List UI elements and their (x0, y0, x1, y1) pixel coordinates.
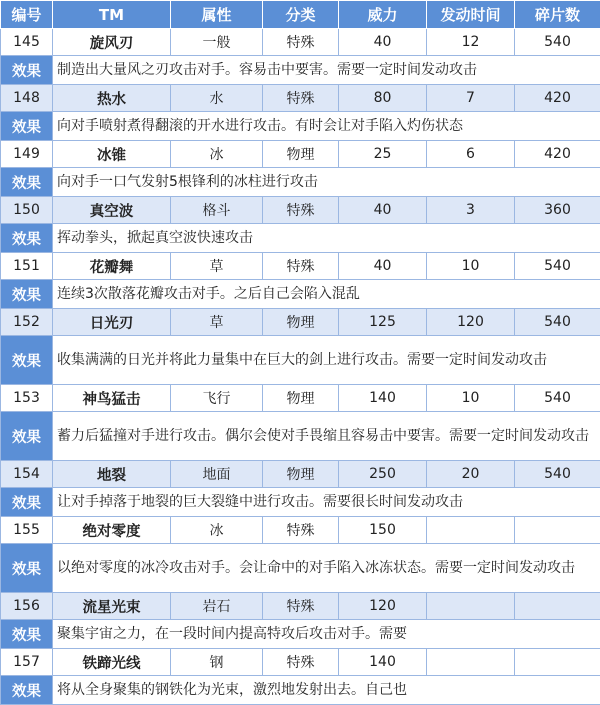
header-tm: TM (53, 1, 171, 29)
move-id: 154 (1, 461, 53, 488)
move-power: 80 (339, 85, 427, 112)
move-cast-time: 20 (427, 461, 515, 488)
move-id: 150 (1, 197, 53, 224)
move-power: 125 (339, 309, 427, 336)
move-power: 150 (339, 517, 427, 544)
table-row (1, 461, 600, 488)
table-header-row (1, 1, 600, 29)
move-name: 神鸟猛击 (53, 385, 171, 412)
move-cast-time: 3 (427, 197, 515, 224)
move-power: 25 (339, 141, 427, 168)
move-id: 145 (1, 29, 53, 56)
table-row (1, 309, 600, 336)
move-name: 铁蹄光线 (53, 649, 171, 676)
move-shards: 540 (515, 253, 600, 280)
effect-label: 效果 (1, 336, 53, 385)
effect-row (1, 336, 600, 385)
effect-row (1, 544, 600, 593)
effect-row (1, 112, 600, 141)
effect-row (1, 56, 600, 85)
move-shards (515, 517, 600, 544)
move-power: 250 (339, 461, 427, 488)
move-cast-time (427, 649, 515, 676)
table-row (1, 593, 600, 620)
table-row (1, 85, 600, 112)
move-cast-time: 6 (427, 141, 515, 168)
effect-label: 效果 (1, 544, 53, 593)
table-row (1, 197, 600, 224)
effect-row (1, 224, 600, 253)
move-effect: 向对手喷射煮得翻滚的开水进行攻击。有时会让对手陷入灼伤状态 (53, 112, 600, 141)
move-name: 绝对零度 (53, 517, 171, 544)
move-shards: 540 (515, 309, 600, 336)
header-category: 分类 (263, 1, 339, 29)
move-cast-time (427, 593, 515, 620)
effect-label: 效果 (1, 280, 53, 309)
move-name: 旋风刃 (53, 29, 171, 56)
move-name: 流星光束 (53, 593, 171, 620)
move-effect: 挥动拳头，掀起真空波快速攻击 (53, 224, 600, 253)
move-category: 特殊 (263, 197, 339, 224)
move-type: 格斗 (171, 197, 263, 224)
move-id: 156 (1, 593, 53, 620)
move-type: 飞行 (171, 385, 263, 412)
move-cast-time (427, 517, 515, 544)
move-category: 物理 (263, 461, 339, 488)
move-type: 草 (171, 253, 263, 280)
move-type: 草 (171, 309, 263, 336)
move-name: 热水 (53, 85, 171, 112)
move-id: 152 (1, 309, 53, 336)
move-category: 特殊 (263, 517, 339, 544)
move-shards: 420 (515, 141, 600, 168)
move-effect: 收集满满的日光并将此力量集中在巨大的剑上进行攻击。需要一定时间发动攻击 (53, 336, 600, 385)
effect-label: 效果 (1, 224, 53, 253)
move-type: 岩石 (171, 593, 263, 620)
move-name: 日光刃 (53, 309, 171, 336)
move-id: 157 (1, 649, 53, 676)
move-category: 物理 (263, 309, 339, 336)
move-cast-time: 10 (427, 253, 515, 280)
move-effect: 连续3次散落花瓣攻击对手。之后自己会陷入混乱 (53, 280, 600, 309)
move-shards: 540 (515, 29, 600, 56)
effect-row (1, 676, 600, 705)
move-effect: 将从全身聚集的钢铁化为光束，激烈地发射出去。自己也 (53, 676, 600, 705)
header-shards: 碎片数 (515, 1, 600, 29)
move-effect: 让对手掉落于地裂的巨大裂缝中进行攻击。需要很长时间发动攻击 (53, 488, 600, 517)
move-id: 148 (1, 85, 53, 112)
effect-row (1, 168, 600, 197)
move-cast-time: 12 (427, 29, 515, 56)
table-row (1, 517, 600, 544)
move-id: 149 (1, 141, 53, 168)
move-name: 地裂 (53, 461, 171, 488)
move-type: 一般 (171, 29, 263, 56)
table-row (1, 141, 600, 168)
move-type: 冰 (171, 517, 263, 544)
move-type: 钢 (171, 649, 263, 676)
move-type: 冰 (171, 141, 263, 168)
move-category: 特殊 (263, 253, 339, 280)
effect-label: 效果 (1, 676, 53, 705)
effect-label: 效果 (1, 168, 53, 197)
table-body (1, 29, 600, 705)
move-type: 水 (171, 85, 263, 112)
move-name: 真空波 (53, 197, 171, 224)
move-id: 155 (1, 517, 53, 544)
move-category: 特殊 (263, 29, 339, 56)
table-row (1, 649, 600, 676)
move-effect: 聚集宇宙之力，在一段时间内提高特攻后攻击对手。需要 (53, 620, 600, 649)
header-power: 威力 (339, 1, 427, 29)
move-shards: 360 (515, 197, 600, 224)
header-type: 属性 (171, 1, 263, 29)
move-shards (515, 649, 600, 676)
effect-row (1, 280, 600, 309)
move-power: 40 (339, 197, 427, 224)
move-effect: 向对手一口气发射5根锋利的冰柱进行攻击 (53, 168, 600, 197)
move-effect: 蓄力后猛撞对手进行攻击。偶尔会使对手畏缩且容易击中要害。需要一定时间发动攻击 (53, 412, 600, 461)
move-category: 特殊 (263, 593, 339, 620)
move-shards: 420 (515, 85, 600, 112)
move-effect: 以绝对零度的冰冷攻击对手。会让命中的对手陷入冰冻状态。需要一定时间发动攻击 (53, 544, 600, 593)
move-power: 40 (339, 29, 427, 56)
move-power: 40 (339, 253, 427, 280)
move-name: 花瓣舞 (53, 253, 171, 280)
effect-label: 效果 (1, 112, 53, 141)
move-power: 140 (339, 649, 427, 676)
move-cast-time: 10 (427, 385, 515, 412)
effect-row (1, 412, 600, 461)
move-power: 120 (339, 593, 427, 620)
move-name: 冰锥 (53, 141, 171, 168)
table-row (1, 385, 600, 412)
move-category: 物理 (263, 141, 339, 168)
move-cast-time: 120 (427, 309, 515, 336)
effect-label: 效果 (1, 488, 53, 517)
move-effect: 制造出大量风之刃攻击对手。容易击中要害。需要一定时间发动攻击 (53, 56, 600, 85)
effect-row (1, 620, 600, 649)
effect-label: 效果 (1, 620, 53, 649)
effect-row (1, 488, 600, 517)
table-row (1, 29, 600, 56)
effect-label: 效果 (1, 412, 53, 461)
move-category: 特殊 (263, 85, 339, 112)
move-category: 特殊 (263, 649, 339, 676)
table-row (1, 253, 600, 280)
move-type: 地面 (171, 461, 263, 488)
move-cast-time: 7 (427, 85, 515, 112)
move-id: 151 (1, 253, 53, 280)
move-shards (515, 593, 600, 620)
move-shards: 540 (515, 461, 600, 488)
header-cast-time: 发动时间 (427, 1, 515, 29)
effect-label: 效果 (1, 56, 53, 85)
move-id: 153 (1, 385, 53, 412)
move-power: 140 (339, 385, 427, 412)
move-shards: 540 (515, 385, 600, 412)
move-category: 物理 (263, 385, 339, 412)
header-id: 编号 (1, 1, 53, 29)
